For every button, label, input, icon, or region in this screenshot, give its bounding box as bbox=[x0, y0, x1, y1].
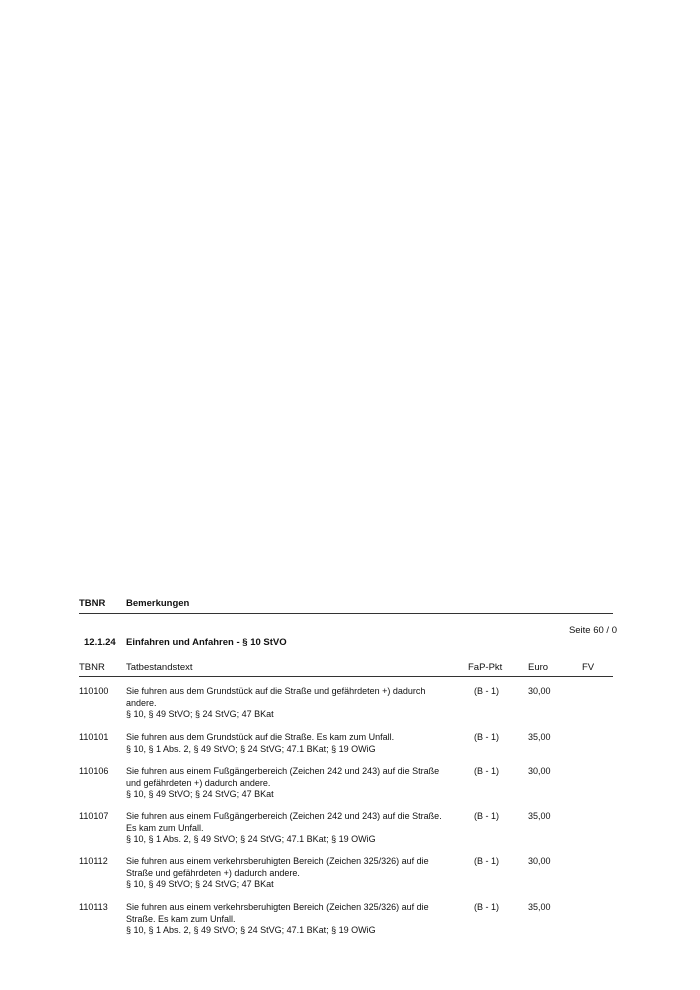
row-tbnr: 110113 bbox=[79, 902, 108, 912]
row-text-line: § 10, § 49 StVO; § 24 StVG; 47 BKat bbox=[126, 879, 274, 889]
row-euro: 35,00 bbox=[528, 732, 551, 742]
row-fap-pkt: (B - 1) bbox=[474, 856, 500, 866]
row-fap-pkt: (B - 1) bbox=[474, 686, 500, 696]
section-heading bbox=[84, 637, 287, 648]
row-text-line: Sie fuhren aus dem Grundstück auf die Straße. Es kam zum Unfall. bbox=[126, 732, 395, 742]
row-text-line: Straße und gefährdeten +) dadurch andere. bbox=[126, 867, 300, 878]
row-text bbox=[126, 902, 462, 937]
column-header-tbnr: TBNR bbox=[79, 662, 105, 673]
row-fap-pkt: (B - 1) bbox=[474, 902, 500, 912]
row-euro: 30,00 bbox=[528, 686, 551, 696]
row-text-line: § 10, § 1 Abs. 2, § 49 StVO; § 24 StVG; 47.1 BKat; § 19 OWiG bbox=[126, 925, 376, 935]
row-text-line: § 10, § 49 StVO; § 24 StVG; 47 BKat bbox=[126, 709, 274, 719]
row-text-line: und gefährdeten +) dadurch andere. bbox=[126, 777, 271, 788]
row-euro: 30,00 bbox=[528, 766, 551, 776]
row-text-line: Sie fuhren aus einem verkehrsberuhigten Bereich (Zeichen 325/326) auf die bbox=[126, 902, 429, 912]
row-text-line: § 10, § 1 Abs. 2, § 49 StVO; § 24 StVG; 47.1 BKat; § 19 OWiG bbox=[126, 743, 376, 754]
row-euro: 35,00 bbox=[528, 902, 551, 912]
row-euro: 35,00 bbox=[528, 811, 551, 821]
row-text-line: andere. bbox=[126, 697, 157, 708]
row-text-line: § 10, § 1 Abs. 2, § 49 StVO; § 24 StVG; 47.1 BKat; § 19 OWiG bbox=[126, 834, 376, 844]
page-number: Seite 60 / 0 bbox=[568, 625, 617, 636]
row-text bbox=[126, 732, 462, 755]
row-text-line: Straße. Es kam zum Unfall. bbox=[126, 913, 236, 924]
section-number: 12.1.24 bbox=[84, 637, 116, 648]
row-text bbox=[126, 856, 462, 891]
row-tbnr: 110100 bbox=[79, 686, 109, 696]
table-header bbox=[79, 662, 613, 677]
row-fap-pkt: (B - 1) bbox=[474, 766, 500, 776]
row-text-line: Sie fuhren aus einem Fußgängerbereich (Zeichen 242 und 243) auf die Straße. bbox=[126, 811, 442, 821]
column-header-fv: FV bbox=[582, 662, 595, 673]
row-text-line: Sie fuhren aus einem verkehrsberuhigten Bereich (Zeichen 325/326) auf die bbox=[126, 856, 429, 866]
row-euro: 30,00 bbox=[528, 856, 551, 866]
row-tbnr: 110106 bbox=[79, 766, 109, 776]
remarks-header-tbnr: TBNR bbox=[79, 598, 106, 609]
row-text bbox=[126, 811, 462, 846]
row-tbnr: 110112 bbox=[79, 856, 108, 866]
row-text bbox=[126, 686, 462, 721]
row-text bbox=[126, 766, 462, 801]
row-text-line: Sie fuhren aus dem Grundstück auf die Straße und gefährdeten +) dadurch bbox=[126, 686, 426, 696]
row-text-line: § 10, § 49 StVO; § 24 StVG; 47 BKat bbox=[126, 789, 274, 799]
remarks-header bbox=[79, 598, 613, 614]
column-header-fap-pkt: FaP-Pkt bbox=[468, 662, 503, 673]
column-header-euro: Euro bbox=[528, 662, 549, 673]
row-text-line: Es kam zum Unfall. bbox=[126, 822, 204, 833]
column-header-text: Tatbestandstext bbox=[126, 662, 193, 673]
row-fap-pkt: (B - 1) bbox=[474, 811, 500, 821]
row-tbnr: 110101 bbox=[79, 732, 109, 742]
row-text-line: Sie fuhren aus einem Fußgängerbereich (Zeichen 242 und 243) auf die Straße bbox=[126, 766, 440, 776]
row-fap-pkt: (B - 1) bbox=[474, 732, 500, 742]
row-tbnr: 110107 bbox=[79, 811, 109, 821]
section-title: Einfahren und Anfahren - § 10 StVO bbox=[126, 637, 287, 648]
remarks-header-bemerkungen: Bemerkungen bbox=[126, 598, 190, 609]
